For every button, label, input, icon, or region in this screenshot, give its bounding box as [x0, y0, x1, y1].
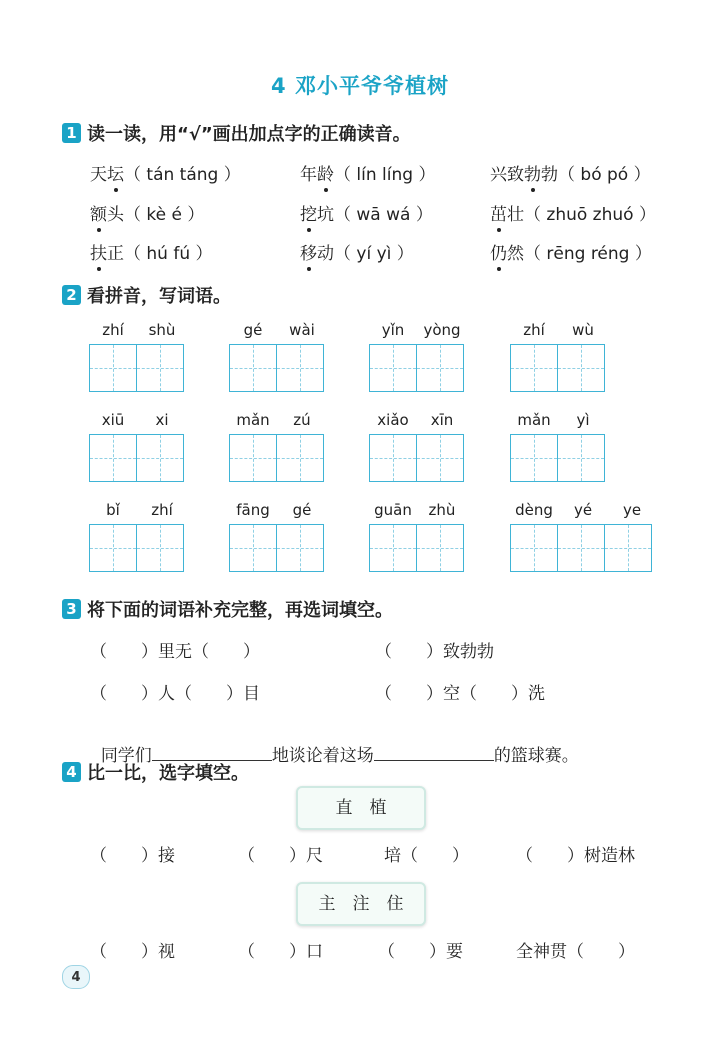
q1-dotted-char: 挖: [300, 205, 317, 225]
q2-char-box-group: [229, 524, 323, 572]
q2-char-cell[interactable]: [510, 434, 558, 482]
q2-char-cell[interactable]: [557, 524, 605, 572]
q2-pinyin-label: guān: [374, 501, 412, 519]
q4-choice-box-1: 直 植: [296, 786, 426, 830]
q1-word-post: 坑: [317, 205, 334, 225]
q2-pinyin-label: yé: [573, 501, 593, 519]
q2-char-cell[interactable]: [136, 344, 184, 392]
q2-pinyin-label: zhí: [151, 501, 173, 519]
q2-pinyin-label: fāng: [236, 501, 270, 519]
q1-pinyin-options[interactable]: （ zhuō zhuó ）: [524, 205, 656, 225]
q2-char-cell[interactable]: [276, 524, 324, 572]
q1-word-pre: 年: [300, 165, 317, 185]
q2-char-cell[interactable]: [369, 524, 417, 572]
q1-dotted-char: 坛: [107, 165, 124, 185]
q2-char-box-group: [369, 434, 463, 482]
q1-word-post: 勃: [541, 165, 558, 185]
q2-char-cell[interactable]: [229, 524, 277, 572]
q2-pinyin-label: yòng: [423, 321, 461, 339]
page-title: 4 邓小平爷爷植树: [271, 74, 449, 98]
q2-char-cell[interactable]: [416, 434, 464, 482]
q1-word-post: 头: [107, 205, 124, 225]
q3-sentence-part1: 同学们: [100, 746, 152, 766]
q2-char-cell[interactable]: [416, 524, 464, 572]
q1-dotted-char: 移: [300, 244, 317, 264]
q1-item: [90, 160, 241, 185]
q2-char-cell[interactable]: [416, 344, 464, 392]
q2-instruction: 看拼音，写词语。: [87, 286, 231, 307]
q4-number: 4: [62, 762, 81, 782]
q4-heading: [62, 759, 249, 785]
q3-sentence-part2: 地谈论着这场: [271, 746, 374, 766]
q2-char-cell[interactable]: [89, 344, 137, 392]
q3-number: 3: [62, 599, 81, 619]
q1-item: [90, 239, 213, 264]
q1-pinyin-options[interactable]: （ rēng réng ）: [524, 244, 652, 264]
q1-item: [300, 239, 414, 264]
page-number: 4: [62, 965, 90, 989]
q4-row2-item1: （ ）视: [90, 942, 175, 962]
q2-char-cell[interactable]: [369, 434, 417, 482]
q1-item: [300, 200, 433, 225]
q2-char-cell[interactable]: [510, 344, 558, 392]
q2-char-box-group: [510, 524, 651, 572]
q1-dotted-char: 龄: [317, 165, 334, 185]
q2-char-cell[interactable]: [229, 344, 277, 392]
q1-dotted-char: 勃: [524, 165, 541, 185]
q2-pinyin-label: gé: [292, 501, 312, 519]
q1-dotted-char: 额: [90, 205, 107, 225]
q2-pinyin-label: shù: [148, 321, 176, 339]
q2-char-cell[interactable]: [136, 434, 184, 482]
q2-char-cell[interactable]: [89, 434, 137, 482]
q3-blank-2[interactable]: [374, 744, 494, 761]
q2-pinyin-label: xiū: [101, 411, 125, 429]
q2-char-cell[interactable]: [229, 434, 277, 482]
q2-pinyin-label: xiǎo: [377, 411, 409, 429]
q2-pinyin-label: ye: [622, 501, 642, 519]
q2-char-box-group: [369, 524, 463, 572]
q1-pinyin-options[interactable]: （ tán táng ）: [124, 165, 241, 185]
q1-word-post: 壮: [507, 205, 524, 225]
q2-char-cell[interactable]: [557, 344, 605, 392]
q1-item: [300, 160, 435, 185]
q4-row1-item3: 培（ ）: [384, 846, 469, 866]
q2-pinyin-label: mǎn: [517, 411, 551, 429]
q3-line2-a: （ ）人（ ）目: [90, 684, 260, 704]
q4-row2-item2: （ ）口: [238, 942, 323, 962]
q2-heading: [62, 282, 231, 308]
q1-word-post: 正: [107, 244, 124, 264]
q2-char-box-group: [229, 344, 323, 392]
q1-number: 1: [62, 123, 81, 143]
q2-pinyin-label: gé: [243, 321, 263, 339]
q1-dotted-char: 扶: [90, 244, 107, 264]
q2-char-box-group: [229, 434, 323, 482]
q1-pinyin-options[interactable]: （ bó pó ）: [558, 165, 651, 185]
q4-row2-item4: 全神贯（ ）: [516, 942, 635, 962]
q3-sentence-part3: 的篮球赛。: [493, 746, 579, 766]
q2-number: 2: [62, 285, 81, 305]
q1-heading: [62, 120, 411, 146]
q2-char-box-group: [510, 344, 604, 392]
q1-item: [490, 239, 652, 264]
q2-pinyin-label: yì: [576, 411, 590, 429]
q3-instruction: 将下面的词语补充完整，再选词填空。: [87, 600, 393, 621]
q2-char-cell[interactable]: [369, 344, 417, 392]
q1-word-pre: 兴致: [490, 165, 524, 185]
q2-char-cell[interactable]: [136, 524, 184, 572]
q4-row2-item3: （ ）要: [378, 942, 463, 962]
q2-char-cell[interactable]: [89, 524, 137, 572]
q2-pinyin-label: zhù: [428, 501, 456, 519]
q1-instruction: 读一读，用“√”画出加点字的正确读音。: [87, 124, 411, 145]
q2-pinyin-label: zú: [293, 411, 311, 429]
q2-char-box-group: [89, 434, 183, 482]
q2-char-box-group: [89, 524, 183, 572]
q2-char-box-group: [369, 344, 463, 392]
q1-word-pre: 天: [90, 165, 107, 185]
q1-item: [490, 200, 656, 225]
q1-pinyin-options[interactable]: （ lín líng ）: [334, 165, 436, 185]
q2-char-cell[interactable]: [557, 434, 605, 482]
q2-char-box-group: [510, 434, 604, 482]
q1-pinyin-options[interactable]: （ wā wá ）: [334, 205, 433, 225]
q2-pinyin-label: wài: [289, 321, 315, 339]
q1-item: [90, 200, 204, 225]
q4-row1-item4: （ ）树造林: [516, 846, 635, 866]
q2-char-cell[interactable]: [510, 524, 558, 572]
q2-pinyin-label: xīn: [430, 411, 454, 429]
q1-dotted-char: 仍: [490, 244, 507, 264]
q2-pinyin-label: mǎn: [236, 411, 270, 429]
q1-pinyin-options[interactable]: （ kè é ）: [124, 205, 205, 225]
q4-row1-item2: （ ）尺: [238, 846, 323, 866]
q2-pinyin-label: xi: [155, 411, 169, 429]
q2-pinyin-label: yǐn: [381, 321, 405, 339]
q1-word-post: 动: [317, 244, 334, 264]
q1-word-post: 然: [507, 244, 524, 264]
q3-heading: [62, 596, 393, 622]
q4-choice-box-2: 主 注 住: [296, 882, 426, 926]
q2-pinyin-label: dèng: [515, 501, 553, 519]
q4-instruction: 比一比，选字填空。: [87, 763, 249, 784]
q1-dotted-char: 茁: [490, 205, 507, 225]
q2-char-box-group: [89, 344, 183, 392]
q3-line2-b: （ ）空（ ）洗: [375, 684, 545, 704]
q2-char-cell[interactable]: [276, 434, 324, 482]
q1-item: [490, 160, 651, 185]
q1-pinyin-options[interactable]: （ yí yì ）: [334, 244, 414, 264]
q2-pinyin-label: zhí: [523, 321, 545, 339]
q3-line1-a: （ ）里无（ ）: [90, 642, 260, 662]
q2-pinyin-label: wù: [572, 321, 594, 339]
q2-char-cell[interactable]: [604, 524, 652, 572]
q4-row1-item1: （ ）接: [90, 846, 175, 866]
q2-char-cell[interactable]: [276, 344, 324, 392]
q1-pinyin-options[interactable]: （ hú fú ）: [124, 244, 213, 264]
q2-pinyin-label: zhí: [102, 321, 124, 339]
q3-line1-b: （ ）致勃勃: [375, 642, 494, 662]
q2-pinyin-label: bǐ: [106, 501, 120, 519]
